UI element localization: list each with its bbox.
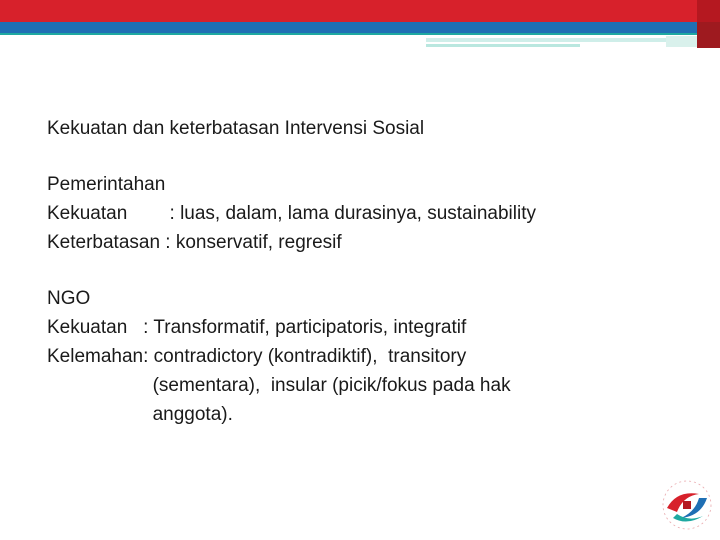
red-band xyxy=(0,0,697,22)
slide-content xyxy=(47,114,687,429)
header-decoration xyxy=(0,0,720,48)
weakness-line: Kelemahan: contradictory (kontradiktif), transitory xyxy=(47,346,467,367)
teal-line xyxy=(0,33,697,35)
weakness-line: anggota). xyxy=(47,404,233,425)
limitation-line: Keterbatasan : konservatif, regresif xyxy=(47,232,342,253)
weakness-line: (sementara), insular (picik/fokus pada hak xyxy=(47,375,511,396)
green-strip xyxy=(666,36,697,47)
dark-red-block xyxy=(697,0,720,22)
spacer xyxy=(47,257,687,284)
strength-line: Kekuatan : luas, dalam, lama durasinya, sustainability xyxy=(47,203,536,224)
green-strip xyxy=(426,38,666,42)
strength-line: Kekuatan : Transformatif, participatoris, integratif xyxy=(47,317,467,338)
university-logo xyxy=(653,468,720,536)
section-heading: Pemerintahan xyxy=(47,174,166,195)
dark-red-strip xyxy=(697,22,720,48)
section-heading: NGO xyxy=(47,288,91,309)
blue-band xyxy=(0,22,697,33)
green-strip xyxy=(426,44,580,47)
slide-title: Kekuatan dan keterbatasan Intervensi Sosial xyxy=(47,118,425,139)
